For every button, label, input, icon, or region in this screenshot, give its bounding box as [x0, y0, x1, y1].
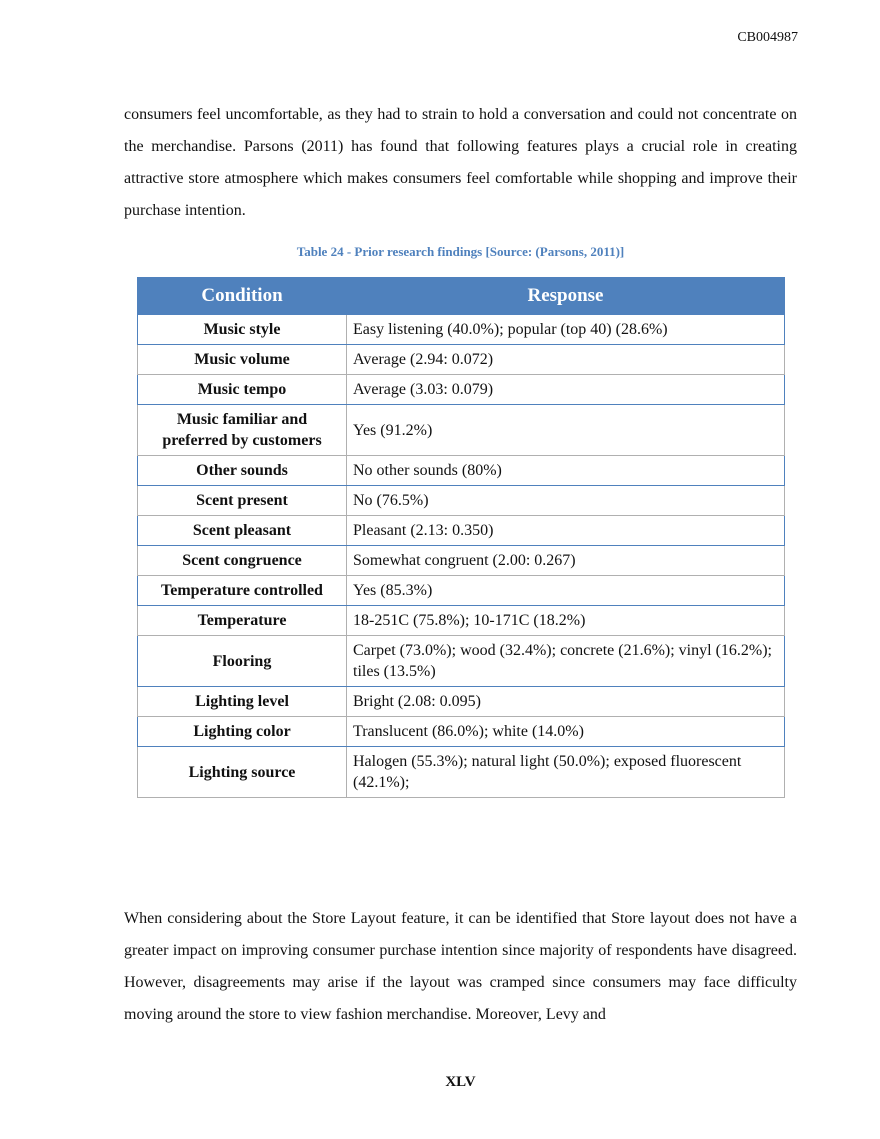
table-row: [138, 546, 785, 576]
table-row: [138, 636, 785, 687]
response-cell: Average (3.03: 0.079): [347, 375, 785, 405]
findings-table: [137, 277, 785, 798]
page-number: XLV: [445, 1074, 476, 1090]
table-row: [138, 687, 785, 717]
body-paragraph-2: When considering about the Store Layout feature, it can be identified that Store layout does not have a greater impact on improving consumer purchase intention since majority of respondents have disagreed. However, disagreements may arise if the layout was cramped since consumers may face difficulty moving around the store to view fashion merchandise. Moreover, Levy and: [124, 910, 797, 1023]
table-row: [138, 405, 785, 456]
response-cell: Somewhat congruent (2.00: 0.267): [347, 546, 785, 576]
table-row: [138, 375, 785, 405]
table-row: [138, 516, 785, 546]
condition-cell: Lighting level: [138, 687, 347, 717]
response-cell: Pleasant (2.13: 0.350): [347, 516, 785, 546]
body-paragraph-1: consumers feel uncomfortable, as they had to strain to hold a conversation and could not concentrate on the merchandise. Parsons (2011) has found that following features plays a crucial role in creating attractive store atmosphere which makes consumers feel comfortable while shopping and improve their purchase intention.: [124, 106, 797, 219]
table-row: [138, 456, 785, 486]
response-cell: Bright (2.08: 0.095): [347, 687, 785, 717]
document-id: CB004987: [737, 30, 798, 45]
response-cell: Carpet (73.0%); wood (32.4%); concrete (21.6%); vinyl (16.2%); tiles (13.5%): [347, 636, 785, 687]
column-header-condition: Condition: [138, 278, 347, 315]
response-cell: 18-251C (75.8%); 10-171C (18.2%): [347, 606, 785, 636]
condition-cell: Flooring: [138, 636, 347, 687]
condition-cell: Scent present: [138, 486, 347, 516]
condition-cell: Music volume: [138, 345, 347, 375]
table-caption: Table 24 - Prior research findings [Source: (Parsons, 2011)]: [296, 244, 625, 259]
response-cell: No other sounds (80%): [347, 456, 785, 486]
condition-cell: Temperature controlled: [138, 576, 347, 606]
table-row: [138, 486, 785, 516]
response-cell: Yes (91.2%): [347, 405, 785, 456]
table-header-row: [138, 278, 785, 315]
condition-cell: Temperature: [138, 606, 347, 636]
table-row: [138, 345, 785, 375]
condition-cell: Lighting source: [138, 747, 347, 798]
response-cell: Halogen (55.3%); natural light (50.0%); exposed fluorescent (42.1%);: [347, 747, 785, 798]
condition-cell: Music familiar and preferred by customers: [138, 405, 347, 456]
condition-cell: Music tempo: [138, 375, 347, 405]
table-row: [138, 747, 785, 798]
response-cell: Translucent (86.0%); white (14.0%): [347, 717, 785, 747]
column-header-response: Response: [347, 278, 785, 315]
condition-cell: Scent congruence: [138, 546, 347, 576]
condition-cell: Lighting color: [138, 717, 347, 747]
condition-cell: Scent pleasant: [138, 516, 347, 546]
table-row: [138, 315, 785, 345]
condition-cell: Music style: [138, 315, 347, 345]
response-cell: No (76.5%): [347, 486, 785, 516]
condition-cell: Other sounds: [138, 456, 347, 486]
response-cell: Average (2.94: 0.072): [347, 345, 785, 375]
response-cell: Easy listening (40.0%); popular (top 40) (28.6%): [347, 315, 785, 345]
response-cell: Yes (85.3%): [347, 576, 785, 606]
table-row: [138, 576, 785, 606]
table-row: [138, 717, 785, 747]
table-row: [138, 606, 785, 636]
